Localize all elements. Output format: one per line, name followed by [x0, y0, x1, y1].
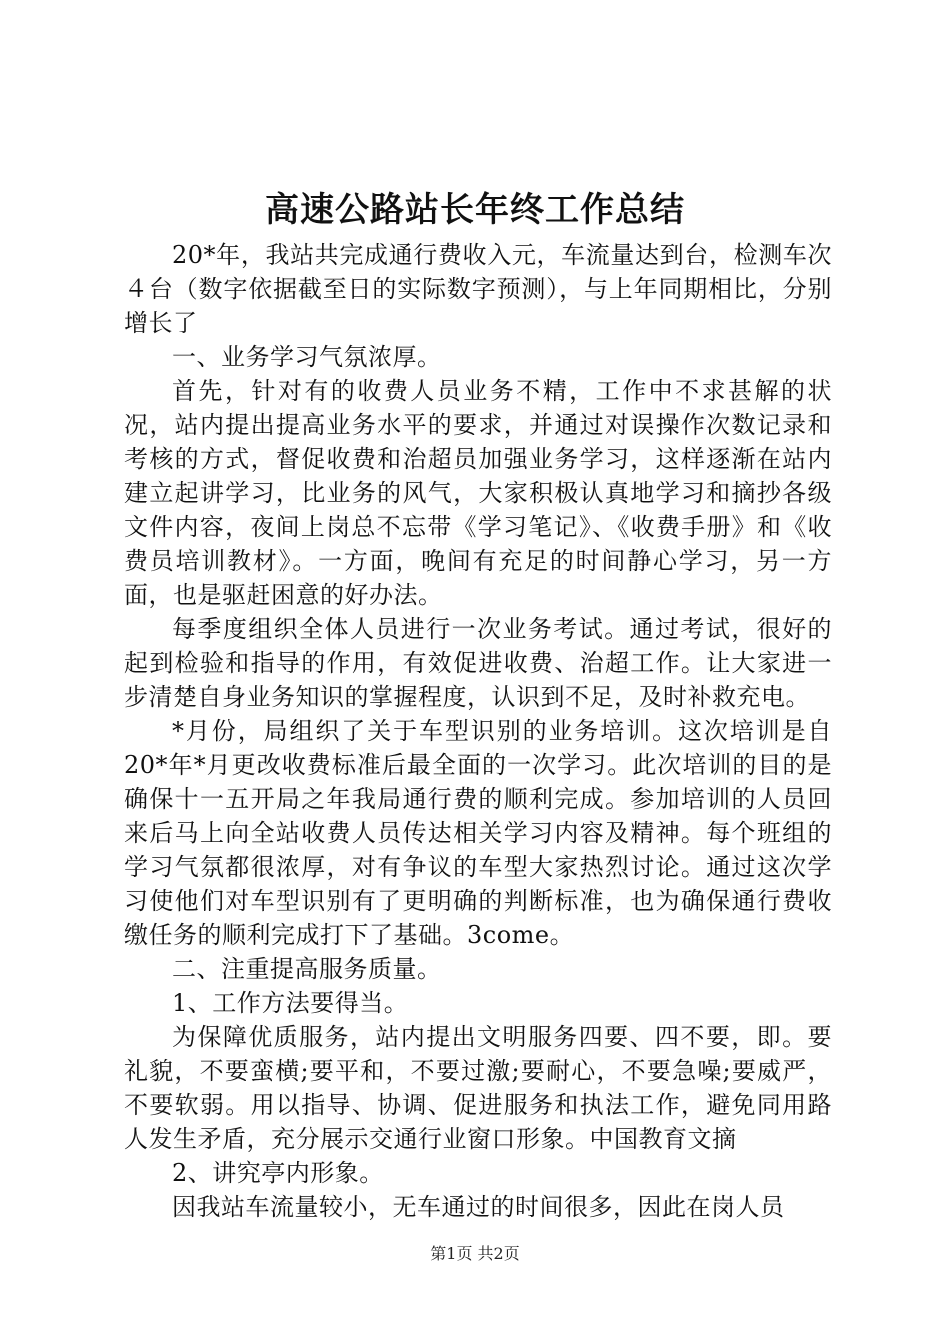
- paragraph-study: 首先，针对有的收费人员业务不精，工作中不求甚解的状况，站内提出提高业务水平的要求，并通过对误操作次数记录和考核的方式，督促收费和治超员加强业务学习，这样逐渐在站内建立起讲学习，比业务的风气，大家积极认真地学习和摘抄各级文件内容，夜间上岗总不忘带《学习笔记》、《收费手册》和《收费员培训教材》。一方面，晚间有充足的时间静心学习，另一方面，也是驱赶困意的好办法。: [124, 377, 832, 609]
- section-heading-2: 二、注重提高服务质量。: [172, 955, 442, 983]
- section-heading-1: 一、业务学习气氛浓厚。: [172, 343, 442, 371]
- paragraph-service: 为保障优质服务，站内提出文明服务四要、四不要，即。要礼貌，不要蛮横;要平和，不要过激;要耐心，不要急噪;要威严，不要软弱。用以指导、协调、促进服务和执法工作，避免同用路人发生矛盾，充分展示交通行业窗口形象。中国教育文摘: [124, 1023, 832, 1153]
- paragraph-intro: 20*年，我站共完成通行费收入元，车流量达到台，检测车次４台（数字依据截至日的实际数字预测），与上年同期相比，分别增长了: [124, 241, 832, 337]
- subheading-1: 1、工作方法要得当。: [172, 989, 409, 1017]
- document-body: [124, 238, 832, 1224]
- paragraph-booth: 因我站车流量较小，无车通过的时间很多，因此在岗人员: [172, 1193, 785, 1221]
- subheading-2: 2、讲究亭内形象。: [172, 1159, 384, 1187]
- document-title: 高速公路站长年终工作总结: [265, 190, 685, 230]
- page-footer: 第1页 共2页: [430, 1244, 520, 1263]
- paragraph-exam: 每季度组织全体人员进行一次业务考试。通过考试，很好的起到检验和指导的作用，有效促进收费、治超工作。让大家进一步清楚自身业务知识的掌握程度，认识到不足，及时补救充电。: [124, 615, 832, 711]
- paragraph-training: *月份，局组织了关于车型识别的业务培训。这次培训是自20*年*月更改收费标准后最全面的一次学习。此次培训的目的是确保十一五开局之年我局通行费的顺利完成。参加培训的人员回来后马上向全站收费人员传达相关学习内容及精神。每个班组的学习气氛都很浓厚，对有争议的车型大家热烈讨论。通过这次学习使他们对车型识别有了更明确的判断标准，也为确保通行费收缴任务的顺利完成打下了基础。3come。: [124, 717, 832, 949]
